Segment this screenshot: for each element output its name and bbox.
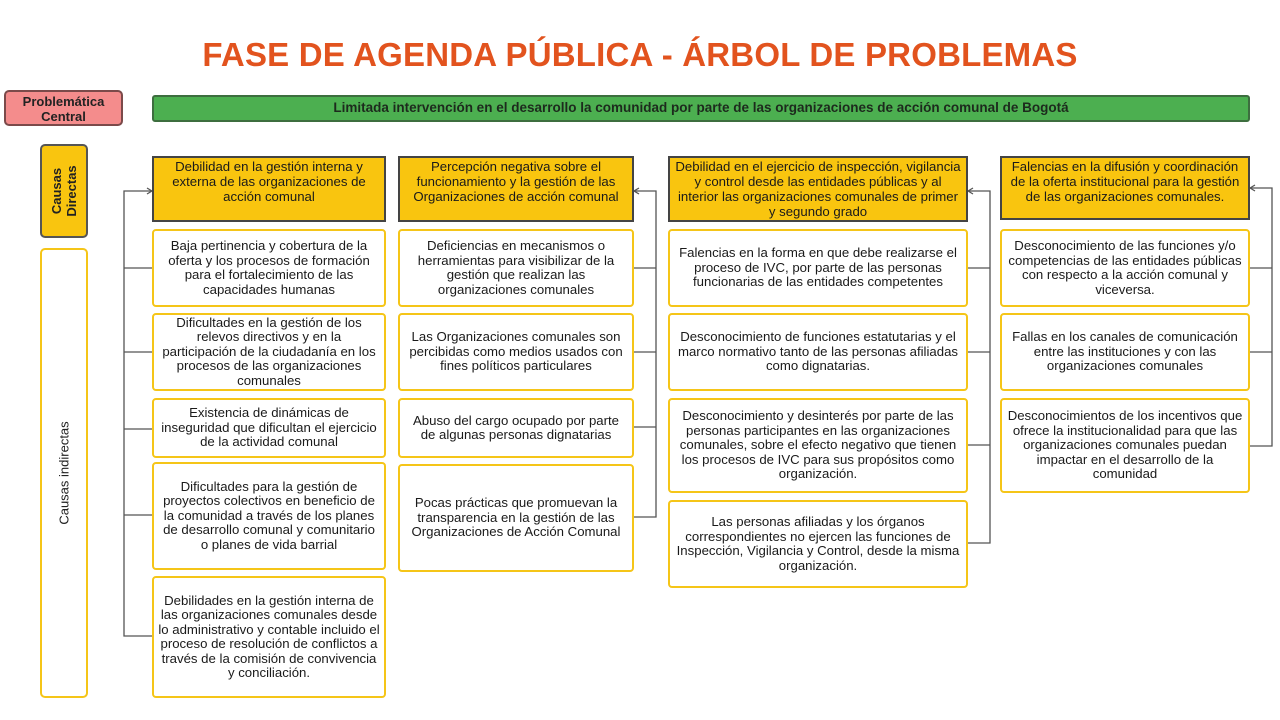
indirect-cause-3-2: Desconocimiento de funciones estatutarias y el marco normativo tanto de las personas afiliadas como dignatarias. bbox=[668, 313, 968, 391]
indirect-cause-3-4: Las personas afiliadas y los órganos correspondientes no ejercen las funciones de Inspección, Vigilancia y Control, desde la misma organización. bbox=[668, 500, 968, 588]
indirect-cause-2-4: Pocas prácticas que promuevan la transparencia en la gestión de las Organizaciones de Acción Comunal bbox=[398, 464, 634, 572]
connector-col4 bbox=[1250, 188, 1272, 446]
indirect-cause-1-3: Existencia de dinámicas de inseguridad que dificultan el ejercicio de la actividad comunal bbox=[152, 398, 386, 458]
problematica-central-label: Problemática Central bbox=[4, 90, 123, 126]
causas-directas-text: Causas Directas bbox=[49, 165, 79, 217]
direct-cause-2: Percepción negativa sobre el funcionamiento y la gestión de las Organizaciones de acción comunal bbox=[398, 156, 634, 222]
indirect-cause-2-3: Abuso del cargo ocupado por parte de algunas personas dignatarias bbox=[398, 398, 634, 458]
indirect-cause-1-5: Debilidades en la gestión interna de las organizaciones comunales desde lo administrativo y contable incluido el proceso de resolución de conflictos a través de la comisión de convivencia y conciliación. bbox=[152, 576, 386, 698]
indirect-cause-4-3: Desconocimientos de los incentivos que ofrece la institucionalidad para que las organizaciones comunales puedan impactar en el desarrollo de la comunidad bbox=[1000, 398, 1250, 493]
direct-cause-1: Debilidad en la gestión interna y externa de las organizaciones de acción comunal bbox=[152, 156, 386, 222]
page-title: FASE DE AGENDA PÚBLICA - ÁRBOL DE PROBLEMAS bbox=[202, 36, 1078, 73]
direct-cause-3: Debilidad en el ejercicio de inspección, vigilancia y control desde las entidades públicas y al interior las organizaciones comunales de primer y segundo grado bbox=[668, 156, 968, 222]
indirect-cause-2-2: Las Organizaciones comunales son percibidas como medios usados con fines políticos particulares bbox=[398, 313, 634, 391]
connector-col2 bbox=[634, 191, 656, 517]
central-problem-box: Limitada intervención en el desarrollo la comunidad por parte de las organizaciones de acción comunal de Bogotá bbox=[152, 95, 1250, 122]
connector-col1 bbox=[124, 191, 152, 636]
causas-indirectas-text: Causas indirectas bbox=[56, 421, 72, 525]
direct-cause-4: Falencias en la difusión y coordinación de la oferta institucional para la gestión de las organizaciones comunales. bbox=[1000, 156, 1250, 220]
indirect-cause-3-1: Falencias en la forma en que debe realizarse el proceso de IVC, por parte de las personas funcionarias de las entidades competentes bbox=[668, 229, 968, 307]
connector-col3 bbox=[968, 191, 990, 543]
indirect-cause-2-1: Deficiencias en mecanismos o herramientas para visibilizar de la gestión que realizan las organizaciones comunales bbox=[398, 229, 634, 307]
indirect-cause-1-2: Dificultades en la gestión de los relevos directivos y en la participación de la ciudadanía en los procesos de las organizaciones comunales bbox=[152, 313, 386, 391]
indirect-cause-1-1: Baja pertinencia y cobertura de la oferta y los procesos de formación para el fortalecimiento de las capacidades humanas bbox=[152, 229, 386, 307]
indirect-cause-3-3: Desconocimiento y desinterés por parte de las personas participantes en las organizaciones comunales, sobre el efecto negativo que tienen los procesos de IVC para sus propósitos como organización. bbox=[668, 398, 968, 493]
indirect-cause-1-4: Dificultades para la gestión de proyectos colectivos en beneficio de la comunidad a través de los planes de desarrollo comunal y comunitario o planes de vida barrial bbox=[152, 462, 386, 570]
indirect-cause-4-2: Fallas en los canales de comunicación entre las instituciones y con las organizaciones comunales bbox=[1000, 313, 1250, 391]
indirect-cause-4-1: Desconocimiento de las funciones y/o competencias de las entidades públicas con respecto a la acción comunal y viceversa. bbox=[1000, 229, 1250, 307]
